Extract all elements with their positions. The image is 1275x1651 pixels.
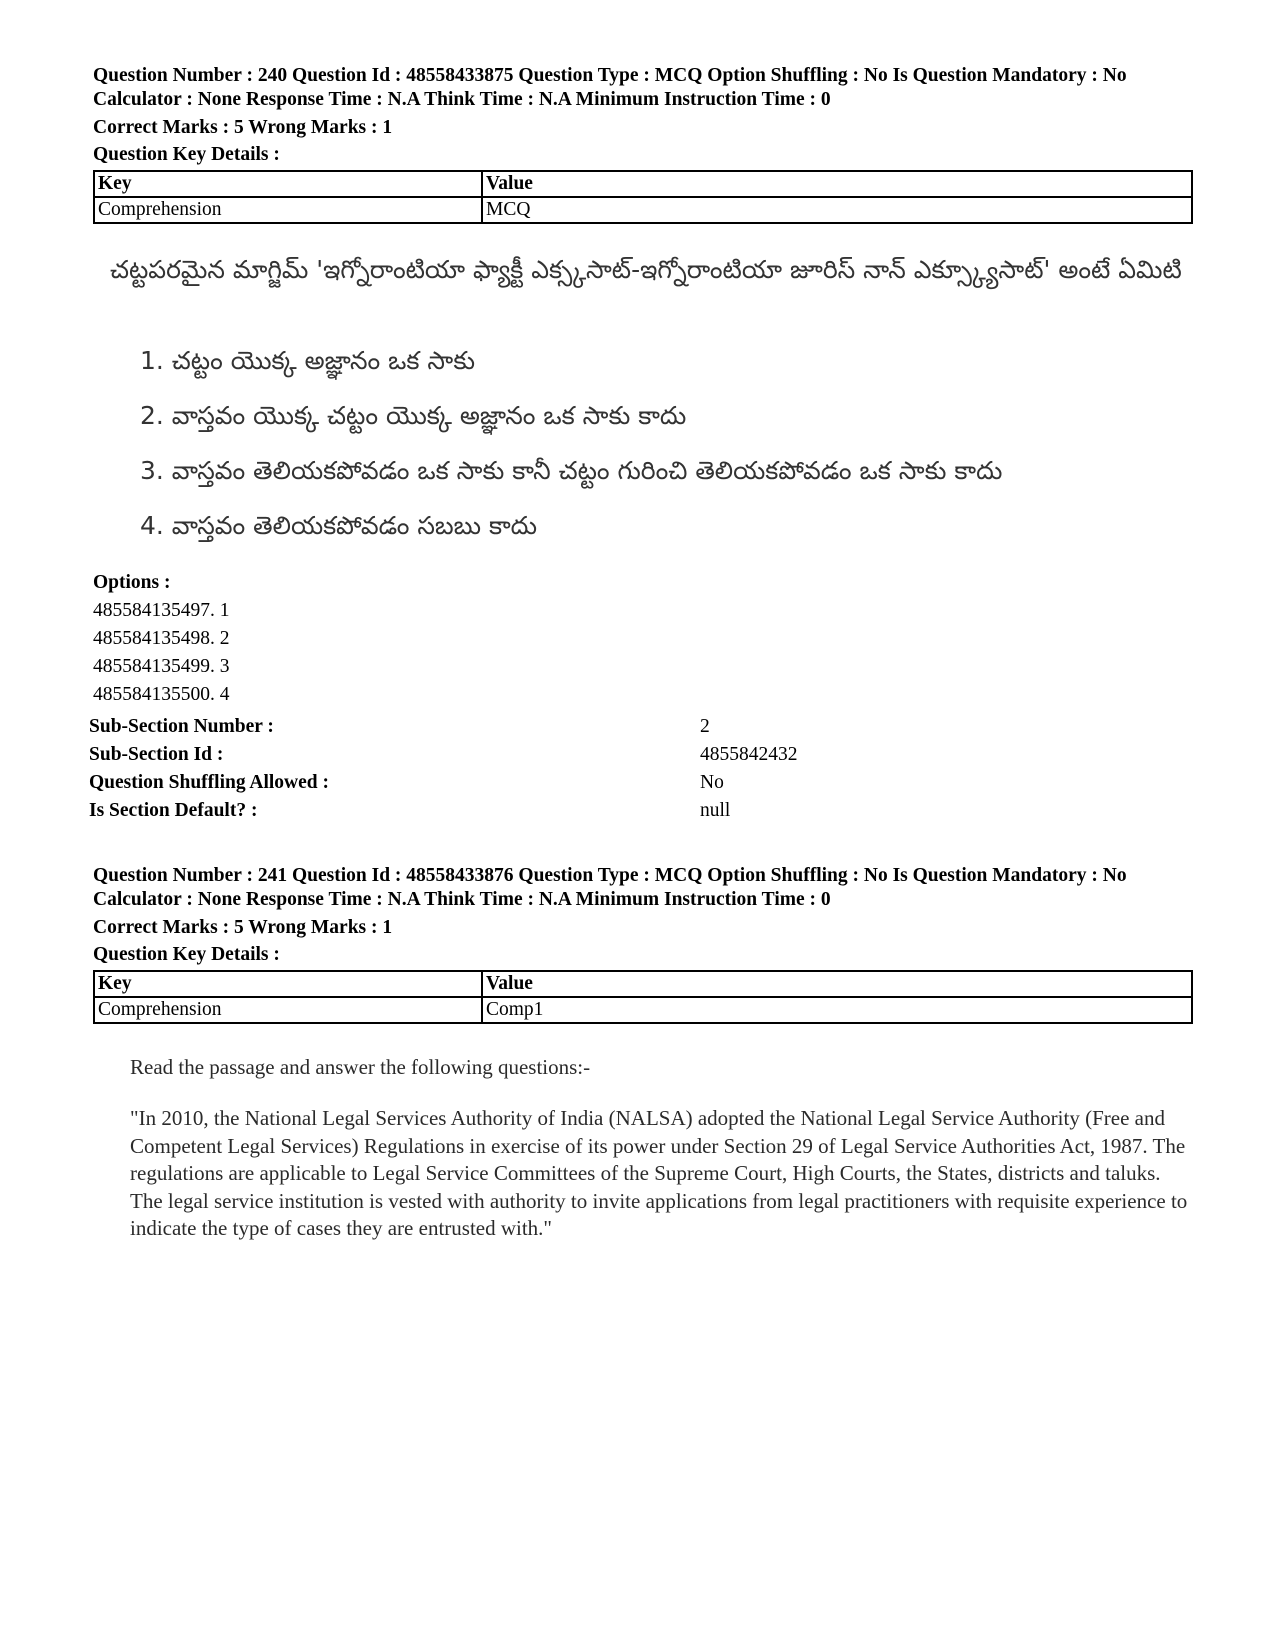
option-id-3: 485584135499. 3: [93, 656, 230, 677]
key-table-cell-key: Comprehension: [94, 997, 482, 1023]
question-241-key-details-label: Question Key Details :: [93, 944, 280, 965]
key-table-header-value: Value: [482, 171, 1192, 197]
section-default-value: null: [700, 800, 731, 821]
question-240-choice-1: 1. చట్టం యొక్క అజ్ఞానం ఒక సాకు: [140, 346, 476, 375]
question-240-marks: Correct Marks : 5 Wrong Marks : 1: [93, 117, 393, 138]
question-240-key-details-label: Question Key Details :: [93, 144, 280, 165]
sub-section-id-label: Sub-Section Id :: [89, 744, 224, 765]
question-241-meta: Question Number : 241 Question Id : 48558433876 Question Type : MCQ Option Shuffling : No Is Question Mandatory : No Calculator : None Response Time : N.A Think Time : N.A Minimum Instruction Time : 0: [93, 865, 1127, 910]
question-241-key-table: [93, 970, 1193, 1024]
passage-instruction: Read the passage and answer the following questions:-: [130, 1055, 591, 1079]
question-240-meta: Question Number : 240 Question Id : 48558433875 Question Type : MCQ Option Shuffling : No Is Question Mandatory : No Calculator : None Response Time : N.A Think Time : N.A Minimum Instruction Time : 0: [93, 65, 1127, 110]
passage-text: "In 2010, the National Legal Services Authority of India (NALSA) adopted the National Legal Service Authority (Free and Competent Legal Services) Regulations in exercise of its power under Section 29 of Legal Service Authorities Act, 1987. The regulations are applicable to Legal Service Committees of the Supreme Court, High Courts, the States, districts and taluks. The legal service institution is vested with authority to invite applications from legal practitioners with requisite experience to indicate the type of cases they are entrusted with.": [130, 1106, 1188, 1240]
question-240-key-table: [93, 170, 1193, 224]
option-id-1: 485584135497. 1: [93, 600, 230, 621]
key-table-header-value: Value: [482, 971, 1192, 997]
section-default-label: Is Section Default? :: [89, 800, 258, 821]
key-table-cell-value: MCQ: [482, 197, 1192, 223]
key-table-header-key: Key: [94, 971, 482, 997]
key-table-header-key: Key: [94, 171, 482, 197]
question-241-marks: Correct Marks : 5 Wrong Marks : 1: [93, 917, 393, 938]
sub-section-number-label: Sub-Section Number :: [89, 716, 274, 737]
key-table-cell-key: Comprehension: [94, 197, 482, 223]
option-id-2: 485584135498. 2: [93, 628, 230, 649]
question-240-stem: చట్టపరమైన మాగ్జిమ్ 'ఇగ్నోరాంటియా ఫ్యాక్టీ ఎక్స్కసాట్-ఇగ్నోరాంటియా జూరిస్ నాన్ ఎక్స్క్యూసాట్' అంటే ఏమిటి: [110, 255, 1182, 284]
question-240-choice-4: 4. వాస్తవం తెలియకపోవడం సబబు కాదు: [140, 511, 537, 540]
key-table-header-row: [94, 971, 1192, 997]
key-table-header-row: [94, 171, 1192, 197]
key-table-cell-value: Comp1: [482, 997, 1192, 1023]
sub-section-number-value: 2: [700, 716, 710, 737]
question-240-choice-3: 3. వాస్తవం తెలియకపోవడం ఒక సాకు కానీ చట్టం గురించి తెలియకపోవడం ఒక సాకు కాదు: [140, 456, 1003, 485]
question-240-choice-2: 2. వాస్తవం యొక్క చట్టం యొక్క అజ్ఞానం ఒక సాకు కాదు: [140, 401, 687, 430]
sub-section-id-value: 4855842432: [700, 744, 798, 765]
question-shuffling-value: No: [700, 772, 724, 793]
key-table-row: [94, 197, 1192, 223]
key-table-row: [94, 997, 1192, 1023]
question-240-options-label: Options :: [93, 572, 171, 593]
question-shuffling-label: Question Shuffling Allowed :: [89, 772, 330, 793]
option-id-4: 485584135500. 4: [93, 684, 230, 705]
